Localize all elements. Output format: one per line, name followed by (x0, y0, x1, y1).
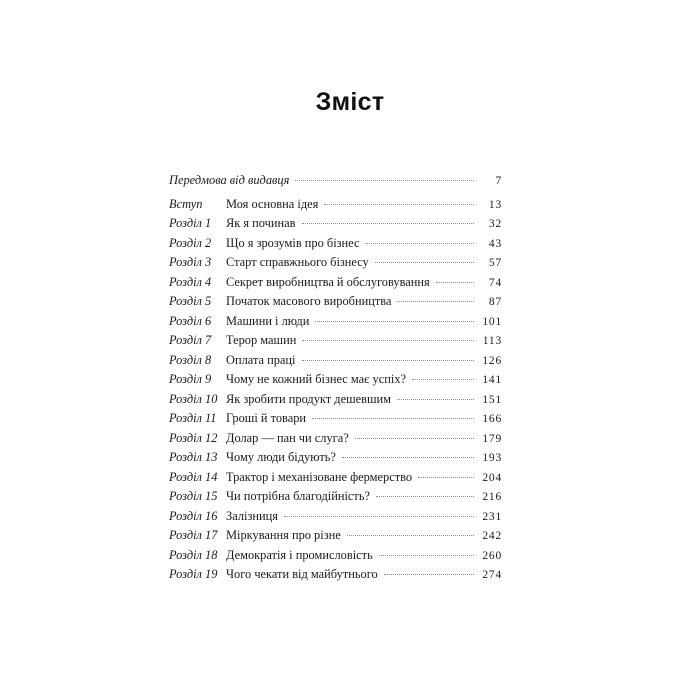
toc-chapter-label: Розділ 9 (169, 372, 212, 386)
toc-leader-dots (302, 223, 474, 224)
toc-chapter-title: Секрет виробництва й обслуговування (226, 274, 430, 289)
toc-preface-label: Передмова від видавця (169, 173, 290, 187)
toc-chapter-title: Трактор і механізоване фермерство (226, 469, 413, 484)
toc-leader-dots (284, 516, 474, 517)
toc-chapter-title: Чого чекати від майбутнього (226, 567, 378, 581)
toc-row (169, 275, 502, 295)
toc-page-number: 74 (488, 276, 502, 289)
toc-chapter-label: Розділ 4 (169, 274, 212, 289)
toc-leader-dots (312, 418, 474, 419)
toc-leader-dots (412, 379, 474, 380)
page-title: Зміст (315, 88, 385, 116)
toc-chapter-title: Демократія і промисловість (226, 547, 373, 562)
toc-chapter-title: Як зробити продукт дешевшим (226, 391, 391, 406)
toc-page-number: 57 (488, 257, 502, 269)
toc-chapter-title: Що я зрозумів про бізнес (226, 235, 360, 250)
toc-row (169, 450, 502, 470)
toc-row (169, 294, 502, 314)
toc-page-number: 260 (482, 549, 502, 562)
toc-leader-dots (397, 301, 474, 302)
toc-chapter-label: Розділ 3 (169, 255, 212, 269)
toc-row (169, 216, 502, 236)
toc-leader-dots (347, 535, 474, 536)
toc-page-number: 151 (482, 393, 502, 406)
toc-leader-dots (302, 340, 474, 341)
toc-row (169, 431, 502, 451)
toc-row (169, 392, 502, 412)
toc-chapter-label: Розділ 2 (169, 235, 212, 250)
toc-leader-dots (384, 574, 474, 575)
toc-page-number: 13 (488, 198, 502, 211)
toc-chapter-title: Як я починав (226, 216, 296, 230)
toc-chapter-title: Залізниця (226, 508, 278, 523)
toc-chapter-title: Гроші й товари (226, 411, 307, 425)
toc-leader-dots (295, 180, 474, 181)
toc-row (169, 372, 502, 392)
toc-row (169, 509, 502, 529)
toc-chapter-label: Розділ 13 (169, 450, 218, 464)
toc-chapter-title: Оплата праці (226, 352, 296, 367)
toc-leader-dots (342, 457, 474, 458)
toc-chapter-label: Вступ (169, 196, 203, 211)
toc-chapter-label: Розділ 1 (169, 216, 212, 230)
toc-chapter-label: Розділ 16 (169, 508, 218, 523)
toc-chapter-label: Розділ 10 (169, 391, 218, 406)
toc-chapter-label: Розділ 12 (169, 430, 218, 445)
toc-chapter-title: Чи потрібна благодійність? (226, 489, 370, 503)
toc-chapter-label: Розділ 8 (169, 352, 212, 367)
toc-leader-dots (397, 399, 474, 400)
toc-page-number: 113 (482, 335, 502, 347)
toc-row (169, 197, 502, 217)
toc-row (169, 333, 502, 353)
toc-leader-dots (324, 204, 474, 205)
toc-page-number: 204 (482, 471, 502, 484)
toc-page-number: 274 (482, 569, 502, 581)
toc-row (169, 353, 502, 373)
toc-page-number: 43 (488, 237, 502, 250)
toc-entries (169, 197, 502, 587)
toc-page-number: 101 (482, 315, 502, 328)
toc-leader-dots (355, 438, 474, 439)
toc-chapter-title: Долар — пан чи слуга? (226, 430, 349, 445)
toc-row (169, 255, 502, 275)
toc-chapter-title: Міркування про різне (226, 528, 341, 542)
toc-page-number: 7 (495, 175, 502, 187)
toc-row-preface (169, 173, 502, 193)
toc-chapter-title: Чому люди бідують? (226, 450, 336, 464)
toc-chapter-label: Розділ 17 (169, 528, 218, 542)
toc-row (169, 528, 502, 548)
toc-chapter-label: Розділ 7 (169, 333, 212, 347)
toc-page-number: 179 (482, 432, 502, 445)
table-of-contents (169, 173, 502, 587)
toc-leader-dots (376, 496, 474, 497)
toc-leader-dots (375, 262, 474, 263)
toc-page-number: 242 (482, 530, 502, 542)
toc-chapter-label: Розділ 5 (169, 294, 212, 308)
toc-row (169, 489, 502, 509)
toc-row (169, 314, 502, 334)
toc-chapter-title: Моя основна ідея (226, 196, 319, 211)
toc-chapter-title: Чому не кожний бізнес має успіх? (226, 372, 407, 386)
toc-leader-dots (365, 243, 474, 244)
toc-chapter-label: Розділ 18 (169, 547, 218, 562)
toc-page-number: 87 (488, 296, 502, 308)
toc-row (169, 411, 502, 431)
toc-chapter-label: Розділ 11 (169, 411, 217, 425)
toc-page-number: 166 (482, 413, 502, 425)
toc-chapter-label: Розділ 14 (169, 469, 218, 484)
toc-page-number: 231 (482, 510, 502, 523)
toc-chapter-label: Розділ 15 (169, 489, 218, 503)
toc-row (169, 470, 502, 490)
toc-chapter-title: Початок масового виробництва (226, 294, 392, 308)
toc-chapter-label: Розділ 19 (169, 567, 218, 581)
toc-page-number: 193 (482, 452, 502, 464)
toc-leader-dots (302, 360, 474, 361)
toc-leader-dots (315, 321, 474, 322)
toc-chapter-label: Розділ 6 (169, 313, 212, 328)
toc-row (169, 236, 502, 256)
toc-page-number: 216 (482, 491, 502, 503)
toc-leader-dots (436, 282, 474, 283)
toc-leader-dots (418, 477, 474, 478)
toc-chapter-title: Терор машин (226, 333, 297, 347)
toc-row (169, 548, 502, 568)
toc-chapter-title: Старт справжнього бізнесу (226, 255, 369, 269)
toc-page-number: 126 (482, 354, 502, 367)
toc-page-number: 141 (482, 374, 502, 386)
toc-page-number: 32 (488, 218, 502, 230)
toc-chapter-title: Машини і люди (226, 313, 310, 328)
toc-row (169, 567, 502, 587)
toc-leader-dots (379, 555, 474, 556)
